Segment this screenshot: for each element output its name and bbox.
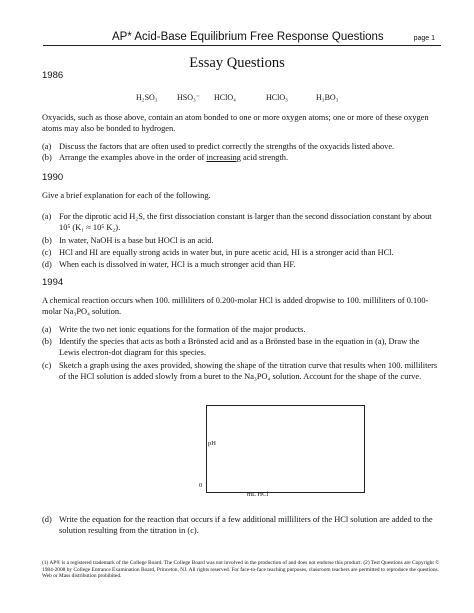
intro-1994: A chemical reaction occurs when 100. milliliters of 0.200-molar HCl is added dropwise to 100. milliliters of 0.100-molar Na₃PO₄ solution. (42, 296, 429, 316)
year-heading-1990: 1990 (42, 172, 64, 183)
formula-5: H₃BO₃ (316, 93, 339, 102)
page-title: Essay Questions (189, 55, 285, 71)
question-label: (c) (42, 361, 52, 370)
question-text: Write the two net ionic equations for the formation of the major products. (59, 325, 306, 334)
graph-y-axis-label: pH (208, 440, 216, 447)
year-heading-1994: 1994 (42, 277, 64, 288)
underlined-word: increasing (206, 153, 241, 162)
question-label: (a) (42, 212, 52, 221)
year-heading-1986: 1986 (42, 70, 64, 81)
question-1990-a (42, 212, 442, 233)
question-1990-d (42, 260, 442, 271)
question-text: Write the equation for the reaction that occurs if a few additional milliliters of the HCl solution are added to the solution resulting from the titration in (c). (59, 515, 433, 535)
text-part: acid strength. (240, 153, 289, 162)
question-1986-a (42, 142, 442, 153)
intro-1990: Give a brief explanation for each of the following. (42, 191, 211, 200)
graph-x-axis-label: mL HCl (247, 491, 269, 498)
question-label: (b) (42, 153, 52, 162)
question-1990-b (42, 236, 442, 247)
question-text: When each is dissolved in water, HCl is a much stronger acid than HF. (59, 260, 296, 269)
graph-origin-label: 0 (199, 482, 203, 489)
copyright-footnote: (1) AP® is a registered trademark of the College Board. The College Board was not involved in the production of and does not endorse this product. (2) Test Questions are Copyright © 1984-2008 by College Entrance Examination Board, Princeton, NJ. All rights reserved. For face-to-face teaching purposes, classroom teachers are permitted to reproduce the questions. Web or Mass distribution prohibited. (42, 560, 440, 580)
question-text: Identify the species that acts as both a Brönsted acid and as a Brönsted base in the equation in (a), Draw the Lewis electron-dot diagram for this species. (59, 337, 420, 357)
titration-graph-axes (206, 405, 365, 493)
question-text: In water, NaOH is a base but HOCl is an acid. (59, 236, 214, 245)
question-1994-b (42, 337, 442, 358)
question-label: (b) (42, 337, 52, 346)
formula-2: HSO₃⁻ (177, 93, 201, 102)
header-title: AP* Acid-Base Equilibrium Free Response Questions (112, 31, 384, 43)
question-1994-a (42, 325, 442, 336)
question-label: (d) (42, 515, 52, 524)
question-1986-b (42, 153, 442, 164)
text-part: Arrange the examples above in the order of (59, 153, 207, 162)
question-label: (d) (42, 260, 52, 269)
formula-1: H₂SO₃ (136, 93, 158, 102)
question-text: For the diprotic acid H₂S, the first dissociation constant is larger than the second dissociation constant by about 10⁵ (K₁ ≈ 10⁵ K₂). (59, 212, 432, 232)
question-text: Discuss the factors that are often used to predict correctly the strengths of the oxyacids listed above. (59, 142, 395, 151)
question-label: (b) (42, 236, 52, 245)
question-label: (a) (42, 325, 52, 334)
question-text (59, 153, 442, 164)
question-1990-c (42, 248, 442, 259)
question-1994-c (42, 361, 442, 382)
question-label: (a) (42, 142, 52, 151)
formula-3: HClO₄ (214, 93, 236, 102)
header-page-number: page 1 (413, 35, 435, 42)
formula-4: HClO₃ (266, 93, 288, 102)
page-header (43, 31, 441, 46)
question-1994-d (42, 515, 442, 536)
question-text: HCl and HI are equally strong acids in water but, in pure acetic acid, HI is a stronger acid than HCl. (59, 248, 394, 257)
question-label: (c) (42, 248, 52, 257)
intro-1986: Oxyacids, such as those above, contain an atom bonded to one or more oxygen atoms; one or more of these oxygen atoms may also be bonded to hydrogen. (42, 113, 429, 133)
question-text: Sketch a graph using the axes provided, showing the shape of the titration curve that results when 100. milliliters of the HCl solution is added slowly from a buret to the Na₃PO₄ solution. Account for the shape of the curve. (59, 361, 438, 381)
